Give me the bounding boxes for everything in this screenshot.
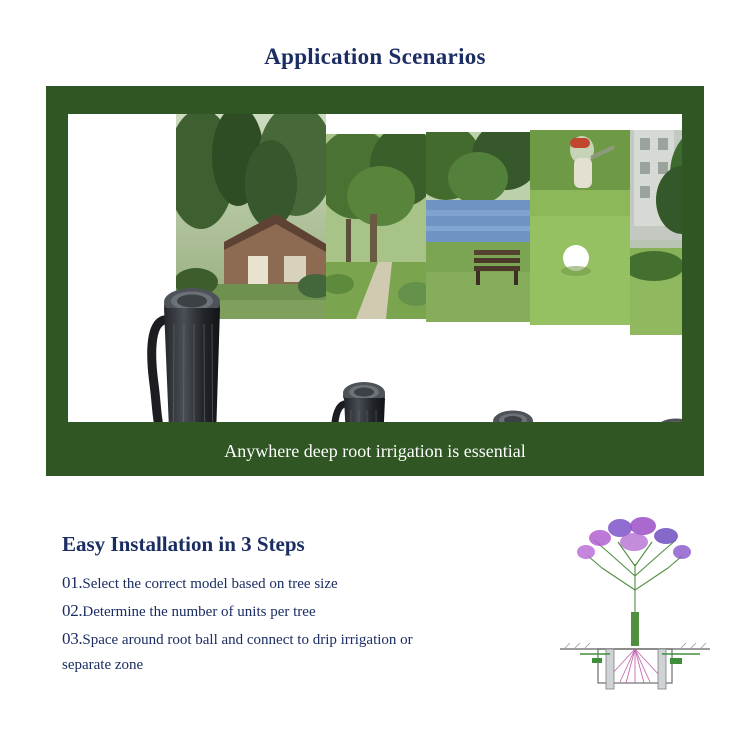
install-step-1-number: 01. — [62, 573, 83, 592]
tree-root-irrigation-diagram — [540, 506, 730, 696]
deep-root-irrigation-tube-large — [146, 264, 228, 422]
install-step-3-text: Space around root ball and connect to drip irrigation or — [82, 632, 413, 648]
install-step-3 — [62, 629, 413, 649]
install-step-2-text: Determine the number of units per tree — [82, 604, 316, 620]
panel-caption: Anywhere deep root irrigation is essential — [224, 441, 526, 461]
install-step-3-number: 03. — [62, 629, 83, 648]
deep-root-irrigation-tube-compact — [648, 404, 682, 422]
install-step-1-text: Select the correct model based on tree size — [82, 576, 338, 592]
installation-title: Easy Installation in 3 Steps — [62, 532, 305, 556]
photo-golf-ball-green — [530, 130, 630, 325]
scenario-panel — [46, 86, 704, 476]
install-step-2 — [62, 601, 316, 621]
photo-park-path-trees — [326, 134, 426, 319]
install-step-1 — [62, 573, 338, 593]
deep-root-irrigation-tube-small — [480, 394, 540, 422]
deep-root-irrigation-tube-medium — [330, 364, 392, 422]
photo-urban-greening-hedge — [630, 130, 682, 335]
photo-strip — [68, 114, 682, 422]
install-step-2-number: 02. — [62, 601, 83, 620]
page-title: Application Scenarios — [264, 44, 486, 69]
photo-lakeside-bench — [426, 132, 530, 322]
install-step-3-continuation: separate zone — [62, 657, 144, 673]
